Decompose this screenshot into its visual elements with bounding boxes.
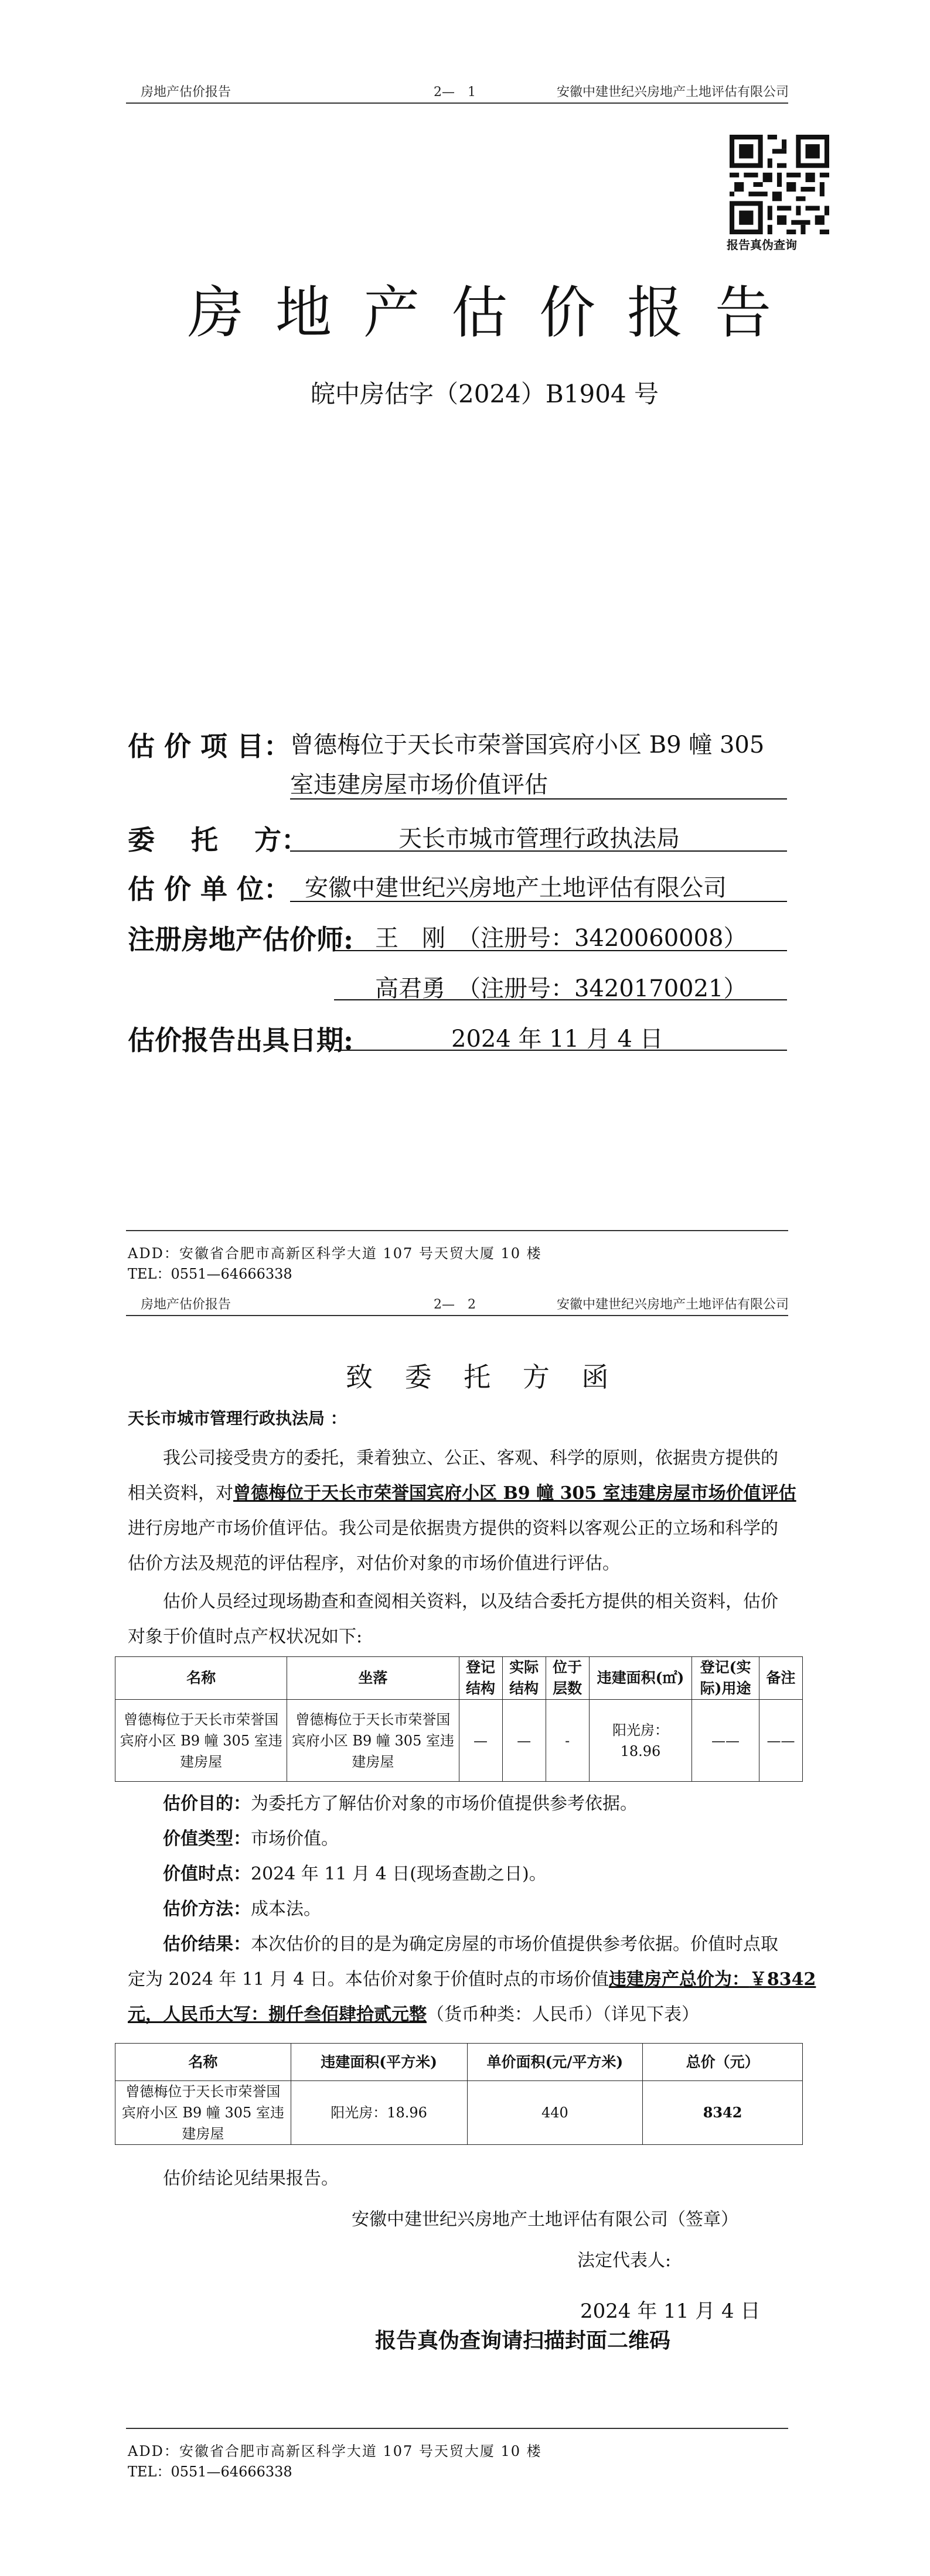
page2-footer-rule	[126, 2428, 788, 2429]
page1-tel: TEL：0551—64666338	[128, 1266, 292, 1282]
project-label: 估 价 项 目：	[128, 730, 291, 762]
property-table	[115, 1656, 803, 1782]
issue-date-value: 2024 年 11 月 4 日	[451, 1026, 663, 1053]
page1-header-left: 房地产估价报告	[141, 85, 231, 100]
signature-company: 安徽中建世纪兴房地产土地评估有限公司（签章）	[352, 2209, 738, 2230]
result-table-header	[115, 2044, 803, 2081]
para1-line4: 估价方法及规范的评估程序，对估价对象的市场价值进行评估。	[128, 1553, 620, 1574]
valuer-1-underline	[334, 950, 787, 951]
th-remark: 备注	[759, 1657, 802, 1700]
client-underline	[290, 850, 787, 852]
cell-result-name: 曾德梅位于天长市荣誉国宾府小区 B9 幢 305 室违建房屋	[115, 2081, 291, 2145]
signature-date: 2024 年 11 月 4 日	[580, 2300, 761, 2323]
total-amount: ￥8342	[749, 1969, 816, 1990]
cell-floor: -	[546, 1700, 589, 1782]
appraiser-value: 安徽中建世纪兴房地产土地评估有限公司	[305, 874, 727, 901]
page2-address: ADD：安徽省合肥市高新区科学大道 107 号天贸大厦 10 楼	[128, 2443, 542, 2459]
cell-actual-structure: —	[502, 1700, 546, 1782]
th-result-unit: 单价面积(元/平方米)	[467, 2044, 643, 2081]
value-type-line: 价值类型：市场价值。	[163, 1829, 339, 1849]
cell-remark: ——	[759, 1700, 802, 1782]
report-number: 皖中房估字（2024）B1904 号	[311, 380, 659, 408]
result-line1: 估价结果：本次估价的目的是为确定房屋的市场价值提供参考依据。价值时点取	[163, 1934, 778, 1955]
letter-title: 致 委 托 方 函	[346, 1361, 621, 1393]
para1-line3: 进行房地产市场价值评估。我公司是依据贵方提供的资料以客观公正的立场和科学的	[128, 1518, 778, 1539]
project-value-line1: 曾德梅位于天长市荣誉国宾府小区 B9 幢 305	[290, 732, 765, 759]
table-row	[115, 2081, 803, 2145]
page2-tel: TEL：0551—64666338	[128, 2464, 292, 2480]
page1-address: ADD：安徽省合肥市高新区科学大道 107 号天贸大厦 10 楼	[128, 1245, 542, 1262]
client-value: 天长市城市管理行政执法局	[398, 825, 680, 852]
result-line2: 定为 2024 年 11 月 4 日。本估价对象于价值时点的市场价值违建房产总价为：￥8342	[128, 1969, 816, 1990]
amount-in-words: 捌仟叁佰肆拾贰元整	[268, 2004, 427, 2025]
cell-area: 阳光房：18.96	[589, 1700, 692, 1782]
value-time-line: 价值时点：2024 年 11 月 4 日(现场查勘之日)。	[163, 1864, 547, 1884]
para2-line1: 估价人员经过现场勘查和查阅相关资料，以及结合委托方提供的相关资料，估价	[163, 1591, 778, 1612]
issue-date-label: 估价报告出具日期:	[128, 1024, 353, 1056]
page2-header-rule	[126, 1315, 788, 1316]
th-area: 违建面积(㎡)	[589, 1657, 692, 1700]
cell-result-total: 8342	[643, 2081, 803, 2145]
project-underline	[290, 798, 787, 800]
page2-header-left: 房地产估价报告	[141, 1297, 231, 1312]
cell-result-area: 阳光房：18.96	[291, 2081, 467, 2145]
result-table	[115, 2043, 803, 2145]
para2-line2: 对象于价值时点产权状况如下:	[128, 1627, 363, 1647]
signature-representative: 法定代表人:	[577, 2250, 672, 2271]
valuer-label: 注册房地产估价师:	[128, 924, 353, 955]
qr-code-icon	[730, 135, 829, 234]
th-result-area: 违建面积(平方米)	[291, 2044, 467, 2081]
appraiser-underline	[290, 901, 787, 902]
authenticity-note: 报告真伪查询请扫描封面二维码	[375, 2328, 671, 2353]
cell-name: 曾德梅位于天长市荣誉国宾府小区 B9 幢 305 室违建房屋	[115, 1700, 287, 1782]
page1-header-rule	[126, 103, 788, 104]
para1-line2: 相关资料，对曾德梅位于天长市荣誉国宾府小区 B9 幢 305 室违建房屋市场价值评估	[128, 1483, 796, 1504]
th-reg-structure: 登记结构	[459, 1657, 502, 1700]
conclusion-line: 估价结论见结果报告。	[163, 2168, 339, 2189]
valuer-2-underline	[334, 999, 787, 1000]
cell-location: 曾德梅位于天长市荣誉国宾府小区 B9 幢 305 室违建房屋	[287, 1700, 459, 1782]
table-row	[115, 1700, 803, 1782]
th-result-total: 总价（元）	[643, 2044, 803, 2081]
th-location: 坐落	[287, 1657, 459, 1700]
purpose-line: 估价目的：为委托方了解估价对象的市场价值提供参考依据。	[163, 1793, 638, 1814]
issue-date-underline	[334, 1050, 787, 1051]
page2-header-right: 安徽中建世纪兴房地产土地评估有限公司	[557, 1297, 789, 1312]
client-label: 委 托 方：	[128, 824, 309, 856]
project-value-line2: 室违建房屋市场价值评估	[290, 771, 548, 798]
valuer-1: 王 刚 （注册号：3420060008）	[375, 925, 747, 952]
cell-result-unit: 440	[467, 2081, 643, 2145]
appraiser-label: 估 价 单 位：	[128, 873, 291, 905]
th-floor: 位于层数	[546, 1657, 589, 1700]
th-actual-structure: 实际结构	[502, 1657, 546, 1700]
cell-reg-structure: —	[459, 1700, 502, 1782]
report-title: 房地产估价报告	[188, 280, 803, 346]
valuer-2: 高君勇 （注册号：3420170021）	[375, 975, 747, 1002]
cell-use: ——	[692, 1700, 759, 1782]
page1-header-right: 安徽中建世纪兴房地产土地评估有限公司	[557, 85, 789, 100]
para1-subject: 曾德梅位于天长市荣誉国宾府小区 B9 幢 305 室违建房屋市场价值评估	[233, 1483, 796, 1504]
qr-caption: 报告真伪查询	[727, 238, 797, 252]
property-table-header	[115, 1657, 803, 1700]
th-use: 登记(实际)用途	[692, 1657, 759, 1700]
th-result-name: 名称	[115, 2044, 291, 2081]
page1-header-page: 2— 1	[434, 85, 476, 100]
method-line: 估价方法：成本法。	[163, 1899, 321, 1919]
page2-header-page: 2— 2	[434, 1297, 476, 1312]
result-line3: 元，人民币大写：捌仟叁佰肆拾贰元整（货币种类：人民币）（详见下表）	[128, 2004, 699, 2025]
para1-line1: 我公司接受贵方的委托，秉着独立、公正、客观、科学的原则，依据贵方提供的	[163, 1448, 778, 1468]
th-name: 名称	[115, 1657, 287, 1700]
page1-footer-rule	[126, 1230, 788, 1231]
letter-addressee: 天长市城市管理行政执法局 ：	[128, 1409, 347, 1428]
